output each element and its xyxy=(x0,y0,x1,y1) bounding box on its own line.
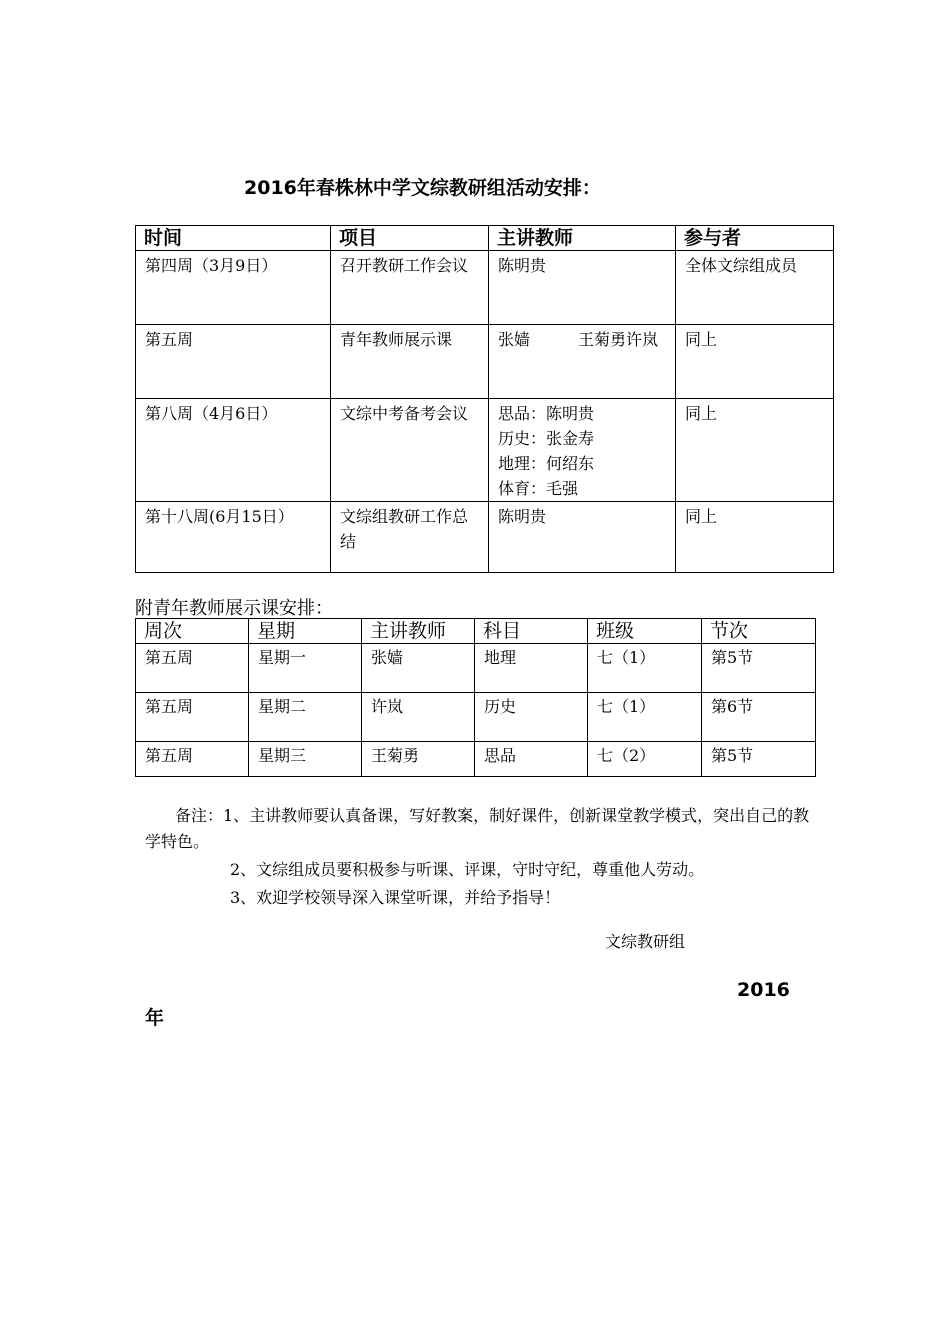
signature: 文综教研组 xyxy=(605,932,686,951)
header-class: 班级 xyxy=(588,619,702,644)
cell-participants: 同上 xyxy=(676,325,834,399)
notes-section xyxy=(145,803,817,911)
date-year-suffix: 年 xyxy=(145,1007,165,1029)
cell-time: 第四周（3月9日） xyxy=(136,251,331,325)
cell-speaker: 张嫱 王菊勇许岚 xyxy=(489,325,676,399)
cell-week: 第五周 xyxy=(136,644,249,693)
table-row xyxy=(136,251,834,325)
cell-weekday: 星期三 xyxy=(249,742,362,777)
table-row xyxy=(136,502,834,573)
cell-class: 七（1） xyxy=(588,644,702,693)
cell-teacher: 王菊勇 xyxy=(362,742,475,777)
cell-speaker: 陈明贵 xyxy=(489,251,676,325)
header-participants: 参与者 xyxy=(676,226,834,251)
cell-time: 第十八周(6月15日） xyxy=(136,502,331,573)
table-row xyxy=(136,325,834,399)
section-subtitle: 附青年教师展示课安排： xyxy=(135,598,333,619)
note-2: 2、文综组成员要积极参与听课、评课，守时守纪，尊重他人劳动。 xyxy=(230,860,705,879)
cell-subject: 历史 xyxy=(475,693,588,742)
table-row xyxy=(136,742,816,777)
header-week: 周次 xyxy=(136,619,249,644)
note-3: 3、欢迎学校领导深入课堂听课，并给予指导！ xyxy=(230,888,561,907)
cell-period: 第5节 xyxy=(702,742,816,777)
cell-participants: 全体文综组成员 xyxy=(676,251,834,325)
note-1: 备注：1、主讲教师要认真备课，写好教案，制好课件，创新课堂教学模式，突出自己的教学特色。 xyxy=(145,806,810,851)
activity-schedule-table xyxy=(135,225,834,573)
cell-time: 第八周（4月6日） xyxy=(136,399,331,502)
header-time: 时间 xyxy=(136,226,331,251)
cell-period: 第5节 xyxy=(702,644,816,693)
cell-speaker: 思品：陈明贵 历史：张金寿 地理：何绍东 体育：毛强 xyxy=(489,399,676,502)
header-teacher: 主讲教师 xyxy=(362,619,475,644)
header-weekday: 星期 xyxy=(249,619,362,644)
header-speaker: 主讲教师 xyxy=(489,226,676,251)
table-row xyxy=(136,399,834,502)
cell-time: 第五周 xyxy=(136,325,331,399)
cell-teacher: 张嫱 xyxy=(362,644,475,693)
document-title: 2016年春株林中学文综教研组活动安排： xyxy=(244,177,601,199)
cell-speaker: 陈明贵 xyxy=(489,502,676,573)
cell-period: 第6节 xyxy=(702,693,816,742)
header-subject: 科目 xyxy=(475,619,588,644)
cell-item: 文综中考备考会议 xyxy=(331,399,489,502)
cell-subject: 思品 xyxy=(475,742,588,777)
demo-class-table xyxy=(135,618,816,777)
cell-subject: 地理 xyxy=(475,644,588,693)
cell-weekday: 星期一 xyxy=(249,644,362,693)
table-header-row xyxy=(136,619,816,644)
cell-class: 七（1） xyxy=(588,693,702,742)
cell-class: 七（2） xyxy=(588,742,702,777)
cell-item: 召开教研工作会议 xyxy=(331,251,489,325)
cell-week: 第五周 xyxy=(136,693,249,742)
cell-week: 第五周 xyxy=(136,742,249,777)
date-year: 2016 xyxy=(737,979,790,1001)
header-period: 节次 xyxy=(702,619,816,644)
cell-weekday: 星期二 xyxy=(249,693,362,742)
header-item: 项目 xyxy=(331,226,489,251)
cell-participants: 同上 xyxy=(676,399,834,502)
table-row xyxy=(136,644,816,693)
table-header-row xyxy=(136,226,834,251)
cell-teacher: 许岚 xyxy=(362,693,475,742)
cell-participants: 同上 xyxy=(676,502,834,573)
table-row xyxy=(136,693,816,742)
cell-item: 文综组教研工作总结 xyxy=(331,502,489,573)
cell-item: 青年教师展示课 xyxy=(331,325,489,399)
